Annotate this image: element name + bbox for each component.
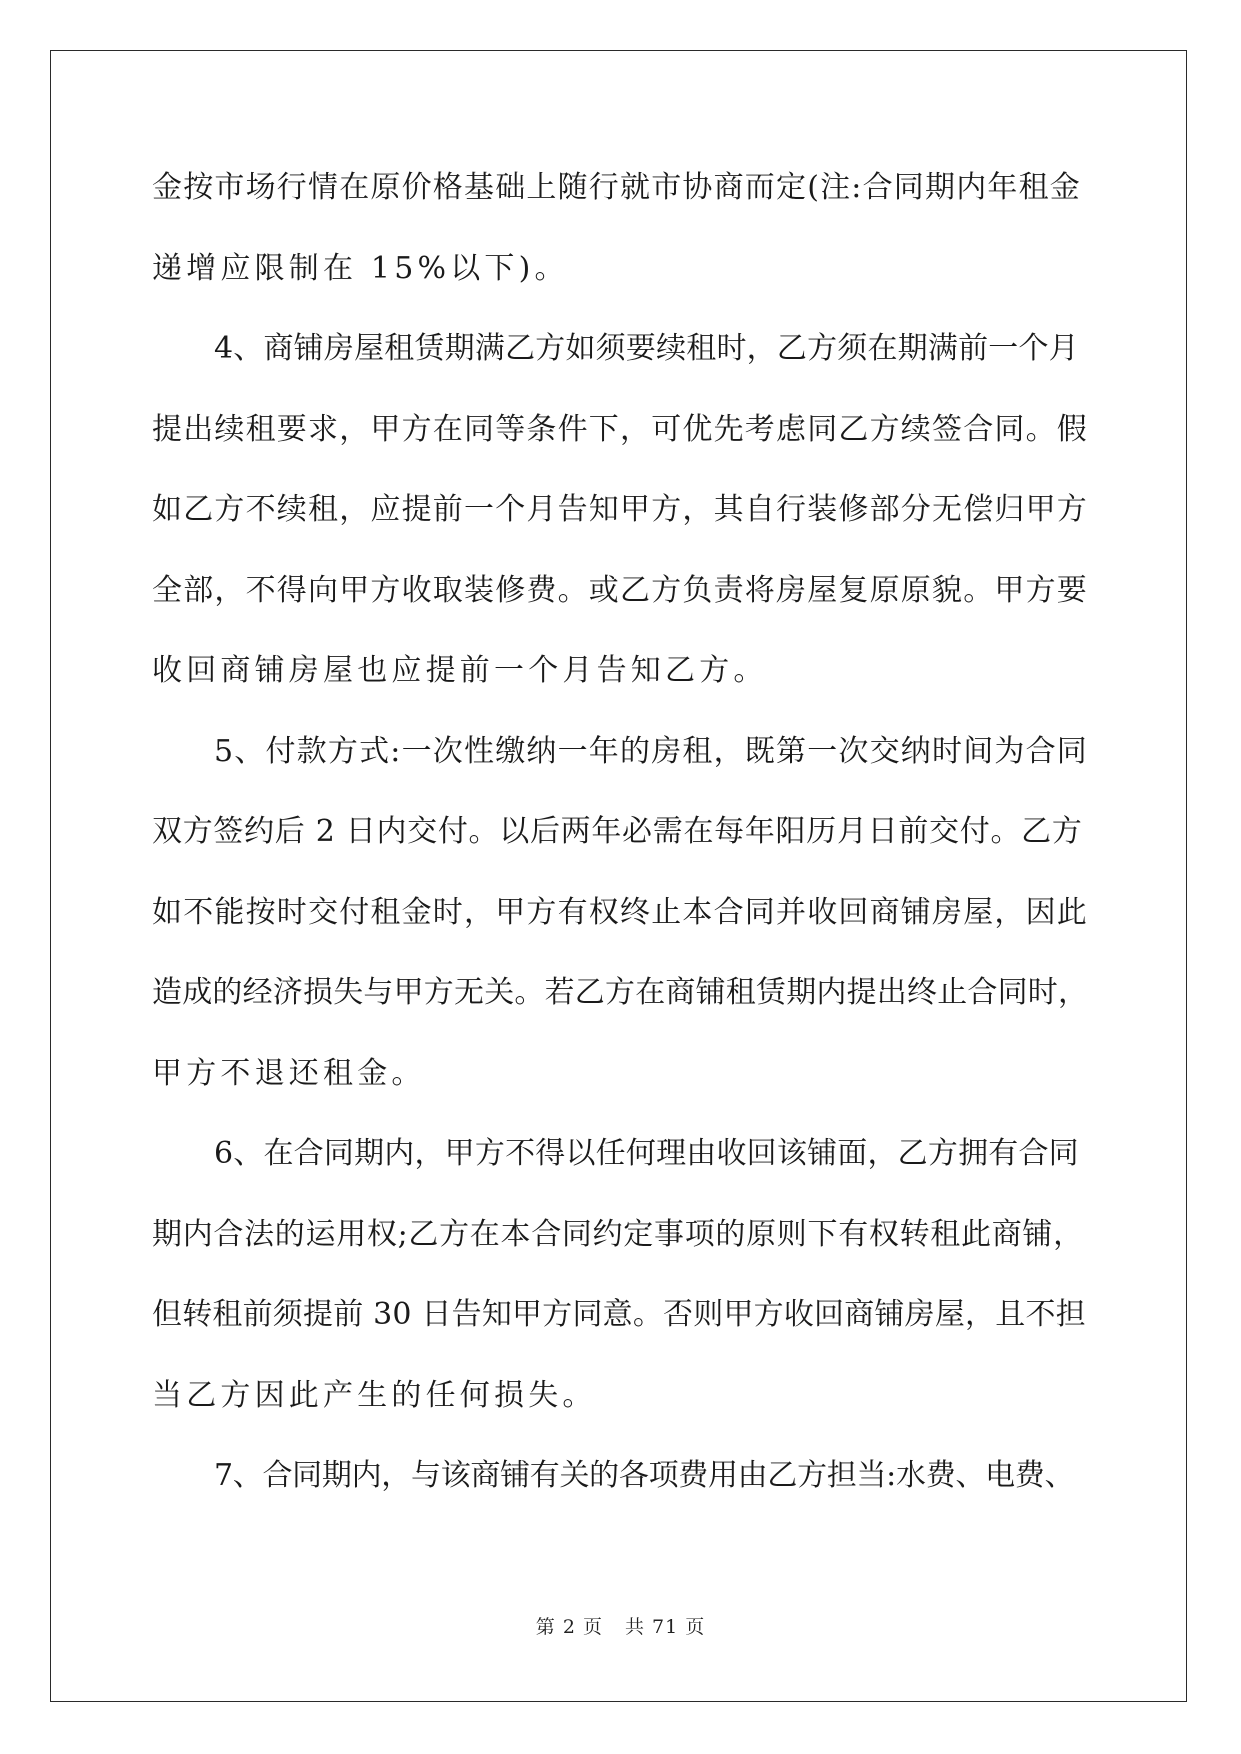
document-body — [152, 162, 1088, 1531]
total-pages: 共 71 页 — [624, 1616, 706, 1638]
page-number: 第 2 页 — [535, 1616, 603, 1638]
text-line: 甲方不退还租金。 — [152, 1055, 426, 1091]
paragraph-1 — [152, 162, 1088, 323]
text-line: 如乙方不续租，应提前一个月告知甲方，其自行装修部分无偿归甲方 — [152, 492, 1088, 527]
text-line: 收回商铺房屋也应提前一个月告知乙方。 — [152, 653, 768, 688]
text-line: 4、商铺房屋租赁期满乙方如须要续租时，乙方须在期满前一个月 — [214, 331, 1079, 366]
text-line: 5、付款方式:一次性缴纳一年的房租，既第一次交纳时间为合同 — [214, 733, 1088, 769]
paragraph-3 — [152, 726, 1088, 1129]
text-line: 造成的经济损失与甲方无关。若乙方在商铺租赁期内提出终止合同时， — [152, 975, 1089, 1010]
text-line: 7、合同期内，与该商铺有关的各项费用由乙方担当:水费、电费、 — [214, 1458, 1075, 1493]
text-line: 递增应限制在 15%以下)。 — [152, 250, 569, 286]
text-line: 提出续租要求，甲方在同等条件下，可优先考虑同乙方续签合同。假 — [152, 411, 1088, 447]
paragraph-2 — [152, 323, 1088, 726]
text-line: 但转租前须提前 30 日告知甲方同意。否则甲方收回商铺房屋，且不担 — [152, 1297, 1086, 1332]
text-line: 如不能按时交付租金时，甲方有权终止本合同并收回商铺房屋，因此 — [152, 894, 1088, 930]
text-line: 期内合法的运用权;乙方在本合同约定事项的原则下有权转租此商铺， — [152, 1216, 1084, 1252]
text-line: 6、在合同期内，甲方不得以任何理由收回该铺面，乙方拥有合同 — [214, 1136, 1079, 1171]
paragraph-4 — [152, 1128, 1088, 1450]
text-line: 全部，不得向甲方收取装修费。或乙方负责将房屋复原原貌。甲方要 — [152, 572, 1088, 608]
page-footer — [0, 1612, 1241, 1639]
text-line: 双方签约后 2 日内交付。以后两年必需在每年阳历月日前交付。乙方 — [152, 814, 1083, 849]
paragraph-5 — [152, 1450, 1088, 1531]
text-line: 当乙方因此产生的任何损失。 — [152, 1377, 597, 1413]
text-line: 金按市场行情在原价格基础上随行就市协商而定(注:合同期内年租金 — [152, 170, 1082, 205]
